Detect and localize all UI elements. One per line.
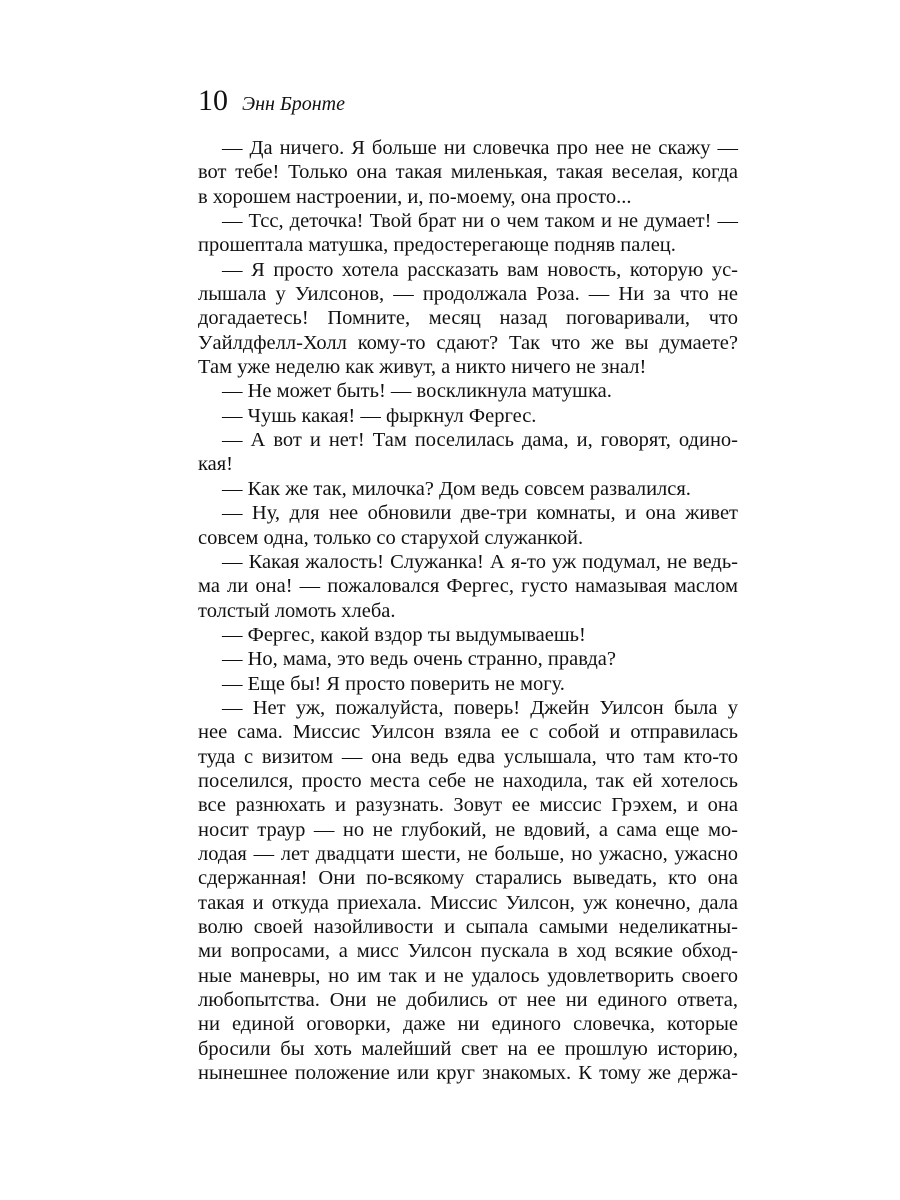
text-line: прошептала матушка, предостерегающе подняв палец. xyxy=(198,234,676,257)
text-line: толстый ломоть хлеба. xyxy=(198,599,396,622)
text-line: ми вопросами, а мисс Уилсон пускала в ход всякие обход- xyxy=(198,940,738,963)
page-number: 10 xyxy=(198,84,228,117)
text-line: сдержанная! Они по-всякому старались выведать, кто она xyxy=(198,867,738,890)
text-line: — Да ничего. Я больше ни словечка про нее не скажу — xyxy=(222,137,738,159)
text-line: Там уже неделю как живут, а никто ничего не знал! xyxy=(198,356,647,379)
text-line: волю своей назойливости и сыпала самыми неделикатны- xyxy=(198,916,738,938)
text-line: совсем одна, только со старухой служанкой. xyxy=(198,526,584,549)
text-line: — Как же так, милочка? Дом ведь совсем развалился. xyxy=(222,477,691,500)
text-line: — Но, мама, это ведь очень странно, правда? xyxy=(222,648,616,671)
running-head xyxy=(198,84,345,118)
text-line: нее сама. Миссис Уилсон взяла ее с собой и отправилась xyxy=(198,721,738,744)
text-line: — А вот и нет! Там поселилась дама, и, говорят, одино- xyxy=(222,429,738,452)
text-line: — Нет уж, пожалуйста, поверь! Джейн Уилсон была у xyxy=(222,696,738,719)
text-line: ни единой оговорки, даже ни единого словечка, которые xyxy=(198,1013,738,1036)
text-line: кая! xyxy=(198,453,234,476)
text-line: — Не может быть! — воскликнула матушка. xyxy=(222,380,612,403)
text-line: — Какая жалость! Служанка! А я-то уж подумал, не ведь- xyxy=(222,550,738,573)
text-line: — Чушь какая! — фыркнул Фергес. xyxy=(222,404,537,427)
text-line: носит траур — но не глубокий, не вдовий, а сама еще мо- xyxy=(198,818,738,841)
text-line: лодая — лет двадцати шести, не больше, но ужасно, ужасно xyxy=(198,842,738,865)
text-line: в хорошем настроении, и, по-моему, она просто... xyxy=(198,185,632,208)
text-line: бросили бы хоть малейший свет на ее прошлую историю, xyxy=(198,1037,738,1060)
text-line: такая и откуда приехала. Миссис Уилсон, уж конечно, дала xyxy=(198,891,738,914)
text-line: ные маневры, но им так и не удалось удовлетворить своего xyxy=(198,964,738,987)
text-line: поселился, просто места себе не находила, так ей хотелось xyxy=(198,769,738,792)
text-line: ма ли она! — пожаловался Фергес, густо намазывая маслом xyxy=(198,575,738,598)
text-line: — Фергес, какой вздор ты выдумываешь! xyxy=(222,623,586,646)
text-line: — Я просто хотела рассказать вам новость, которую ус- xyxy=(222,258,738,281)
text-line: догадаетесь! Помните, месяц назад поговаривали, что xyxy=(198,307,738,330)
text-line: — Ну, для нее обновили две-три комнаты, и она живет xyxy=(222,502,738,525)
text-line: Уайлдфелл-Холл кому-то сдают? Так что же вы думаете? xyxy=(198,331,738,354)
text-line: туда с визитом — она ведь едва услышала, что там кто-то xyxy=(198,745,738,768)
text-line: — Тсс, деточка! Твой брат ни о чем таком и не думает! — xyxy=(222,210,738,233)
text-line: — Еще бы! Я просто поверить не могу. xyxy=(222,672,565,695)
running-head-author: Энн Бронте xyxy=(242,93,345,115)
text-line: лышала у Уилсонов, — продолжала Роза. — Ни за что не xyxy=(198,283,738,306)
text-line: вот тебе! Только она такая миленькая, такая веселая, когда xyxy=(198,161,738,184)
text-line: нынешнее положение или круг знакомых. К тому же держа- xyxy=(198,1062,738,1085)
body-text xyxy=(198,136,738,1085)
text-line: любопытства. Они не добились от нее ни единого ответа, xyxy=(198,989,738,1012)
text-line: все разнюхать и разузнать. Зовут ее миссис Грэхем, и она xyxy=(198,794,738,817)
